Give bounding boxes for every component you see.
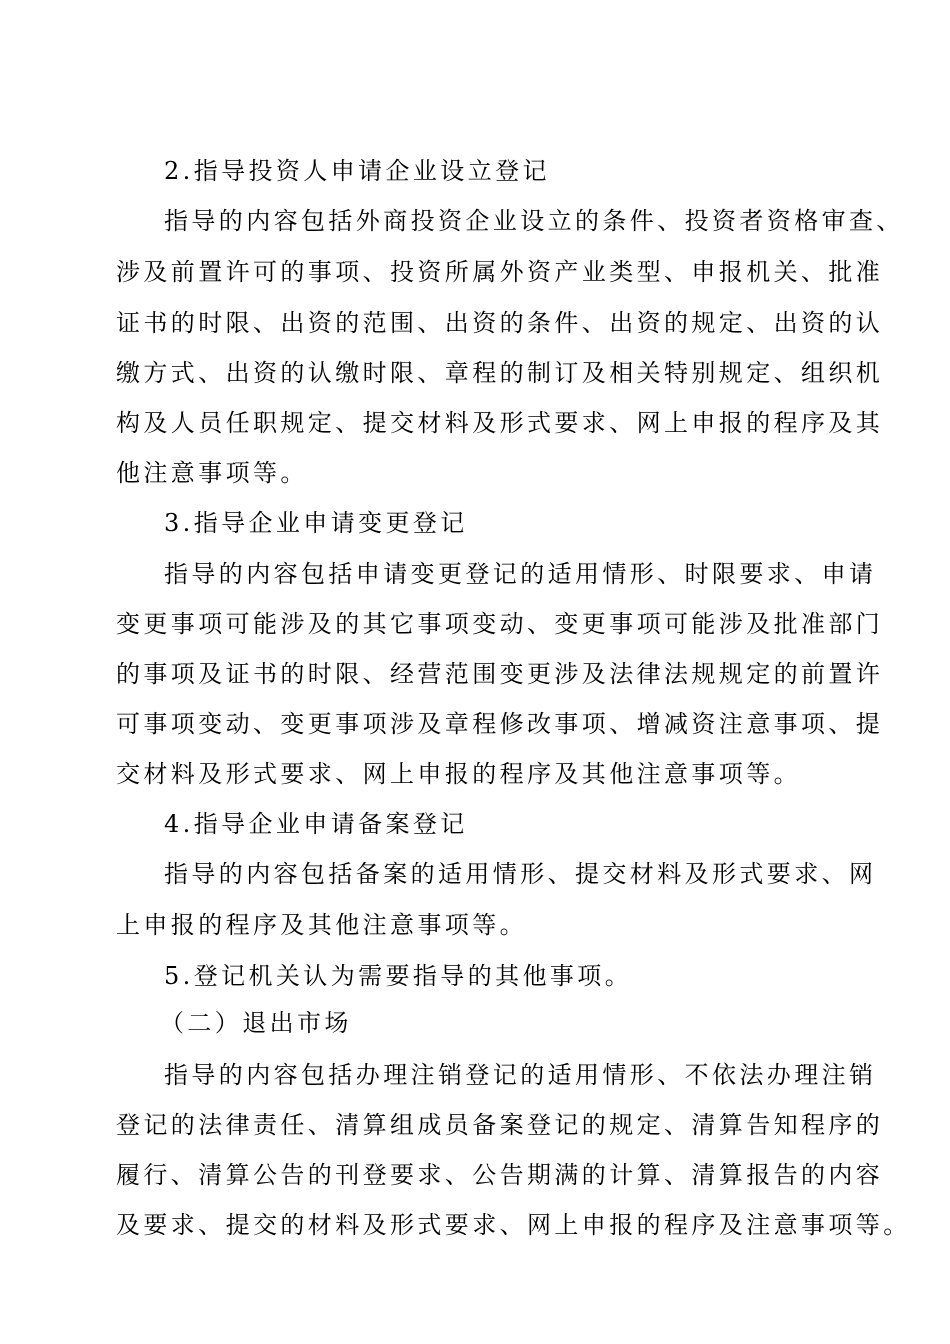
paragraph-line: 他注意事项等。 xyxy=(116,459,308,487)
paragraph-line: 证书的时限、出资的范围、出资的条件、出资的规定、出资的认 xyxy=(116,309,884,337)
section-exit-market: （二）退出市场 xyxy=(160,1009,352,1037)
paragraph-line: 及要求、提交的材料及形式要求、网上申报的程序及注意事项等。 xyxy=(116,1211,911,1239)
paragraph-line: 变更事项可能涉及的其它事项变动、变更事项可能涉及批准部门 xyxy=(116,610,884,638)
paragraph-line: 涉及前置许可的事项、投资所属外资产业类型、申报机关、批准 xyxy=(116,258,884,286)
paragraph-line: 交材料及形式要求、网上申报的程序及其他注意事项等。 xyxy=(116,760,801,788)
paragraph-line: 指导的内容包括申请变更登记的适用情形、时限要求、申请 xyxy=(164,560,877,588)
paragraph-line: 上申报的程序及其他注意事项等。 xyxy=(116,911,527,939)
paragraph-line: 缴方式、出资的认缴时限、章程的制订及相关特别规定、组织机 xyxy=(116,359,884,387)
paragraph-line: 构及人员任职规定、提交材料及形式要求、网上申报的程序及其 xyxy=(116,409,884,437)
paragraph-line: 可事项变动、变更事项涉及章程修改事项、增减资注意事项、提 xyxy=(116,710,884,738)
paragraph-line: 指导的内容包括外商投资企业设立的条件、投资者资格审查、 xyxy=(164,207,904,235)
paragraph-line: 指导的内容包括备案的适用情形、提交材料及形式要求、网 xyxy=(164,860,877,888)
paragraph-line: 登记的法律责任、清算组成员备案登记的规定、清算告知程序的 xyxy=(116,1111,884,1139)
paragraph-line: 指导的内容包括办理注销登记的适用情形、不依法办理注销 xyxy=(164,1061,877,1089)
heading-5-other: 5.登记机关认为需要指导的其他事项。 xyxy=(164,962,633,990)
heading-2-establishment: 2.指导投资人申请企业设立登记 xyxy=(164,157,550,185)
paragraph-line: 的事项及证书的时限、经营范围变更涉及法律法规规定的前置许 xyxy=(116,660,884,688)
paragraph-line: 履行、清算公告的刊登要求、公告期满的计算、清算报告的内容 xyxy=(116,1161,884,1189)
heading-4-filing: 4.指导企业申请备案登记 xyxy=(164,810,468,838)
heading-3-change: 3.指导企业申请变更登记 xyxy=(164,509,468,537)
